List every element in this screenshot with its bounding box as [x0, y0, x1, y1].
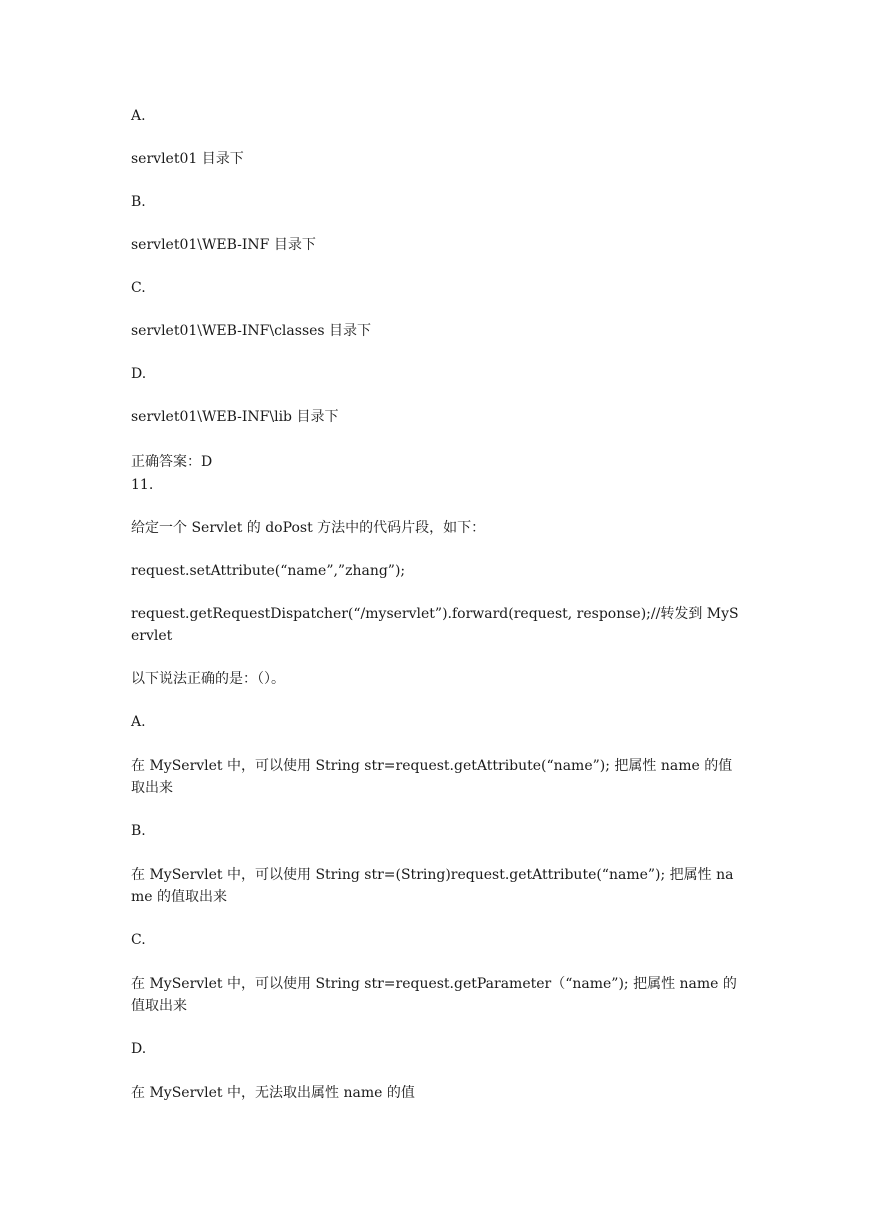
q10-option-b-label: B.: [131, 194, 146, 210]
q10-option-d-text: servlet01\WEB-INF\lib 目录下: [131, 409, 339, 425]
q10-option-a-label: A.: [131, 108, 146, 124]
q11-option-d-label: D.: [131, 1041, 147, 1057]
q10-option-b-text: servlet01\WEB-INF 目录下: [131, 237, 316, 253]
q11-code-line-2: request.getRequestDispatcher(“/myservlet”).forward(request, response);//转发到 MyServlet: [131, 606, 739, 644]
q11-question: 以下说法正确的是：（）。: [131, 671, 285, 687]
q11-option-d-text: 在 MyServlet 中，无法取出属性 name 的值: [131, 1085, 415, 1101]
q11-stem: 给定一个 Servlet 的 doPost 方法中的代码片段，如下：: [131, 520, 486, 536]
q11-option-b-label: B.: [131, 823, 146, 839]
q11-number: 11.: [131, 477, 154, 493]
q11-option-c-text: 在 MyServlet 中，可以使用 String str=request.getParameter（“name”); 把属性 name 的值取出来: [131, 976, 737, 1014]
q10-option-d-label: D.: [131, 366, 147, 382]
q10-option-a-text: servlet01 目录下: [131, 151, 244, 167]
q11-code-line-1: request.setAttribute(“name”,”zhang”);: [131, 563, 406, 579]
q11-option-a-text: 在 MyServlet 中，可以使用 String str=request.getAttribute(“name”); 把属性 name 的值取出来: [131, 758, 733, 796]
q10-option-c-text: servlet01\WEB-INF\classes 目录下: [131, 323, 372, 339]
q10-answer: 正确答案：D: [131, 454, 213, 470]
q10-option-c-label: C.: [131, 280, 146, 296]
q11-option-c-label: C.: [131, 932, 146, 948]
q11-option-a-label: A.: [131, 714, 146, 730]
q11-option-b-text: 在 MyServlet 中，可以使用 String str=(String)request.getAttribute(“name”); 把属性 name 的值取出来: [131, 867, 734, 905]
